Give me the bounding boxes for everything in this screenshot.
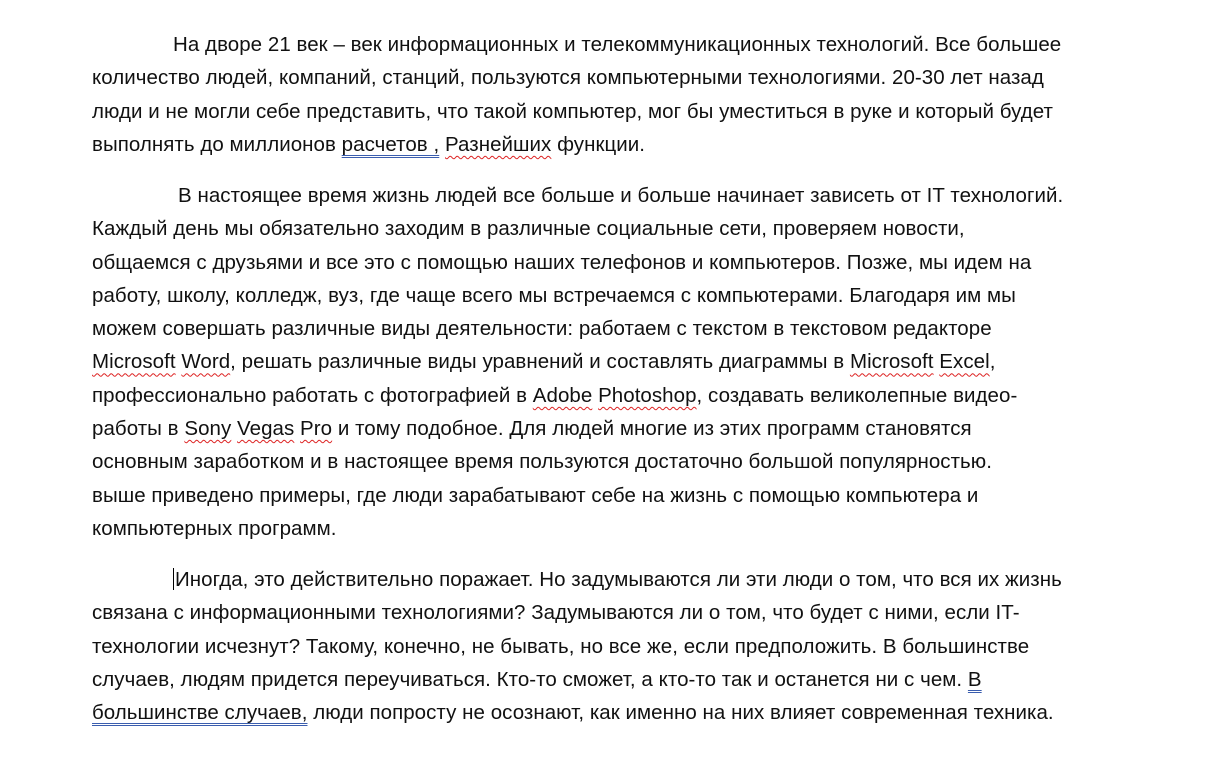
paragraph-1[interactable] — [92, 28, 1202, 161]
text-line — [92, 345, 1202, 378]
spelling-error-underline[interactable]: Word — [181, 350, 231, 374]
text-line: связана с информационными технологиями? Задумываются ли о том, что будет с ними, если IT- — [92, 601, 1020, 625]
text-run: , создавать великолепные видео- — [696, 383, 1018, 407]
spelling-error-underline[interactable]: Adobe — [532, 383, 593, 407]
grammar-error-underline[interactable]: большинстве случаев, — [92, 701, 308, 725]
spelling-error-underline[interactable]: Microsoft — [849, 350, 934, 374]
text-line: количество людей, компаний, станций, пользуются компьютерными технологиями. 20-30 лет назад — [92, 66, 1044, 90]
spelling-error-underline[interactable]: Vegas — [237, 417, 295, 441]
text-line — [92, 563, 1202, 596]
text-line: люди и не могли себе представить, что такой компьютер, мог бы уместиться в руке и который будет — [92, 99, 1053, 123]
text-line: технологии исчезнут? Такому, конечно, не бывать, но все же, если предположить. В большинстве — [92, 634, 1030, 658]
text-line — [92, 696, 1202, 729]
text-run: Иногда, это действительно поражает. Но задумываются ли эти люди о том, что вся их жизнь — [175, 568, 1062, 591]
text-line: основным заработком и в настоящее время пользуются достаточно большой популярностью. — [92, 450, 992, 474]
text-run: функции. — [551, 132, 646, 156]
text-line — [92, 128, 1202, 161]
text-line — [92, 663, 1202, 696]
text-run: случаев, людям придется переучиваться. Кто-то сможет, а кто-то так и останется ни с чем. — [92, 667, 968, 691]
text-run: и тому подобное. Для людей многие из этих программ становятся — [332, 417, 972, 441]
text-line: можем совершать различные виды деятельности: работаем с текстом в текстовом редакторе — [92, 317, 992, 341]
text-line: выше приведено примеры, где люди зарабатывают себе на жизнь с помощью компьютера и — [92, 483, 979, 507]
spelling-error-underline[interactable]: Excel — [939, 350, 990, 374]
text-run: , решать различные виды уравнений и составлять диаграммы в — [230, 350, 850, 374]
text-run: работы в — [92, 417, 185, 441]
text-cursor — [173, 568, 174, 590]
grammar-error-underline[interactable]: расчетов , — [341, 132, 440, 156]
paragraph-2[interactable] — [92, 179, 1202, 545]
spelling-error-underline[interactable]: Pro — [300, 417, 333, 441]
text-line — [92, 412, 1202, 445]
spelling-error-underline[interactable]: Разнейших — [445, 132, 552, 156]
grammar-error-underline[interactable]: В — [967, 667, 982, 691]
text-run: , — [989, 350, 996, 374]
spelling-error-underline[interactable]: Photoshop — [598, 383, 697, 407]
text-line: Каждый день мы обязательно заходим в различные социальные сети, проверяем новости, — [92, 217, 965, 241]
text-run: люди попросту не осознают, как именно на них влияет современная техника. — [307, 701, 1054, 725]
text-line: общаемся с друзьями и все это с помощью наших телефонов и компьютеров. Позже, мы идем на — [92, 250, 1032, 274]
spelling-error-underline[interactable]: Microsoft — [92, 350, 176, 374]
text-run: профессионально работать с фотографией в — [92, 383, 533, 407]
text-line: компьютерных программ. — [92, 516, 337, 540]
text-run: выполнять до миллионов — [92, 132, 342, 156]
spelling-error-underline[interactable]: Sony — [184, 417, 232, 441]
text-line: На дворе 21 век – век информационных и телекоммуникационных технологий. Все большее — [173, 33, 1062, 56]
paragraph-3[interactable] — [92, 563, 1202, 729]
text-line — [92, 379, 1202, 412]
text-line: работу, школу, колледж, вуз, где чаще всего мы встречаемся с компьютерами. Благодаря им мы — [92, 283, 1016, 307]
text-line: В настоящее время жизнь людей все больше и больше начинает зависеть от IT технологий. — [178, 184, 1064, 207]
